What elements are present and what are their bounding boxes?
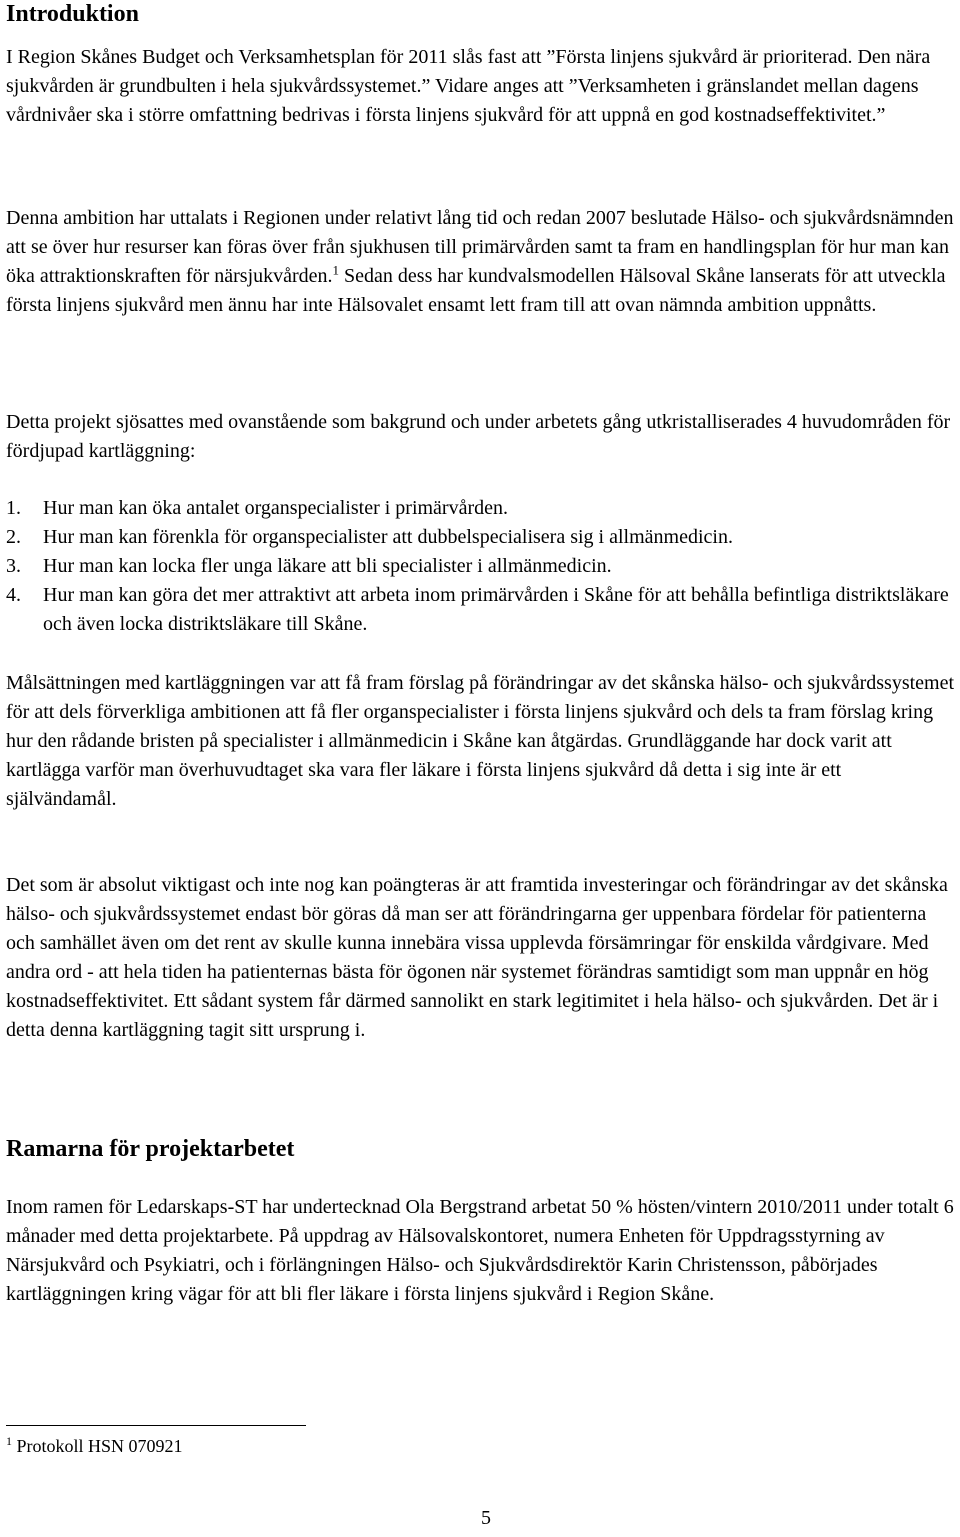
paragraph-malsattning: Målsättningen med kartläggningen var att få fram förslag på förändringar av det skånska hälso- och sjukvårdssystemet för att dels förverkliga ambitionen att få fler organspecialister i första linjens sjukvård och dels ta fram förslag kring hur den rådande bristen på specialister i allmänmedicin i Skåne kan åtgärdas. Grundläggande har dock varit att kartlägga varför man överhuvudtaget ska vara fler läkare i första linjens sjukvård då detta i sig inte är ett självändamål. bbox=[6, 672, 955, 810]
list-item-number: 1. bbox=[6, 497, 21, 519]
list-item bbox=[6, 523, 956, 552]
list-item-text: Hur man kan förenkla för organspecialister att dubbelspecialisera sig i allmänmedicin. bbox=[43, 526, 733, 548]
footnote-text: Protokoll HSN 070921 bbox=[12, 1436, 183, 1456]
list-item-number: 4. bbox=[6, 584, 21, 606]
list-item bbox=[6, 494, 956, 523]
list-item-text: Hur man kan öka antalet organspecialister i primärvården. bbox=[43, 497, 509, 519]
list-item-number: 2. bbox=[6, 526, 21, 548]
paragraph-ramarna: Inom ramen för Ledarskaps-ST har undertecknad Ola Bergstrand arbetat 50 % hösten/vintern 2010/2011 under totalt 6 månader med detta projektarbete. På uppdrag av Hälsovalskontoret, numera Enheten för Uppdragsstyrning av Närsjukvård och Psykiatri, och i förlängningen Hälso- och Sjukvårdsdirektör Karin Christensson, påbörjades kartläggningen kring vägar för att bli fler läkare i första linjens sjukvård i Region Skåne. bbox=[6, 1196, 954, 1305]
list-item-text: Hur man kan göra det mer attraktivt att arbeta inom primärvården i Skåne för att behålla befintliga distriktsläkare och även locka distriktsläkare till Skåne. bbox=[43, 584, 949, 635]
heading-ramarna: Ramarna för projektarbetet bbox=[6, 1136, 295, 1162]
heading-introduktion: Introduktion bbox=[6, 1, 139, 27]
paragraph-viktigast: Det som är absolut viktigast och inte nog kan poängteras är att framtida investeringar och förändringar av det skånska hälso- och sjukvårdssystemet endast bör göras då man ser att förändringarna ger uppenbara fördelar för patienterna och samhället även om det rent av skulle kunna innebära vissa upplevda försämringar för enskilda vårdgivare. Med andra ord - att hela tiden ha patienternas bästa för ögonen när systemet förändras samtidigt som man uppnår en hög kostnadseffektivitet. Ett sådant system får därmed sannolikt en stark legitimitet i hela hälso- och sjukvården. Det är i detta denna kartläggning tagit sitt ursprung i. bbox=[6, 874, 948, 1041]
footnote bbox=[6, 1434, 183, 1458]
footnote-ref[interactable]: 1 bbox=[332, 262, 340, 278]
paragraph-projekt: Detta projekt sjösattes med ovanstående som bakgrund och under arbetets gång utkristalliserades 4 huvudområden för fördjupad kartläggning: bbox=[6, 411, 951, 462]
paragraph-budget: I Region Skånes Budget och Verksamhetsplan för 2011 slås fast att ”Första linjens sjukvård är prioriterad. Den nära sjukvården är grundbulten i hela sjukvårdssystemet.” Vidare anges att ”Verksamheten i gränslandet mellan dagens vårdnivåer ska i större omfattning bedrivas i första linjens sjukvård för att uppnå en god kostnadseffektivitet.” bbox=[6, 46, 931, 126]
paragraph-ambition-continued: Sedan dess har kundvalsmodellen Hälsoval Skåne lanserats för att utveckla första linjens sjukvård men ännu har inte Hälsovalet ensamt lett fram till att ovan nämnda ambition uppnåtts. bbox=[6, 265, 946, 316]
footnote-divider bbox=[6, 1425, 306, 1426]
list-item-number: 3. bbox=[6, 555, 21, 577]
list-item bbox=[6, 552, 956, 581]
page-number: 5 bbox=[481, 1507, 491, 1529]
footnote-number: 1 bbox=[6, 1434, 12, 1448]
paragraph-ambition bbox=[6, 204, 956, 320]
list-item bbox=[6, 581, 956, 639]
list-item-text: Hur man kan locka fler unga läkare att bli specialister i allmänmedicin. bbox=[43, 555, 612, 577]
paragraph-ambition-text: Denna ambition har uttalats i Regionen under relativt lång tid och redan 2007 beslutade Hälso- och sjukvårdsnämnden att se över hur resurser kan föras över från sjukhusen till primärvården samt ta fram en handlingsplan för hur man kan öka attraktionskraften för närsjukvården. bbox=[6, 207, 954, 287]
